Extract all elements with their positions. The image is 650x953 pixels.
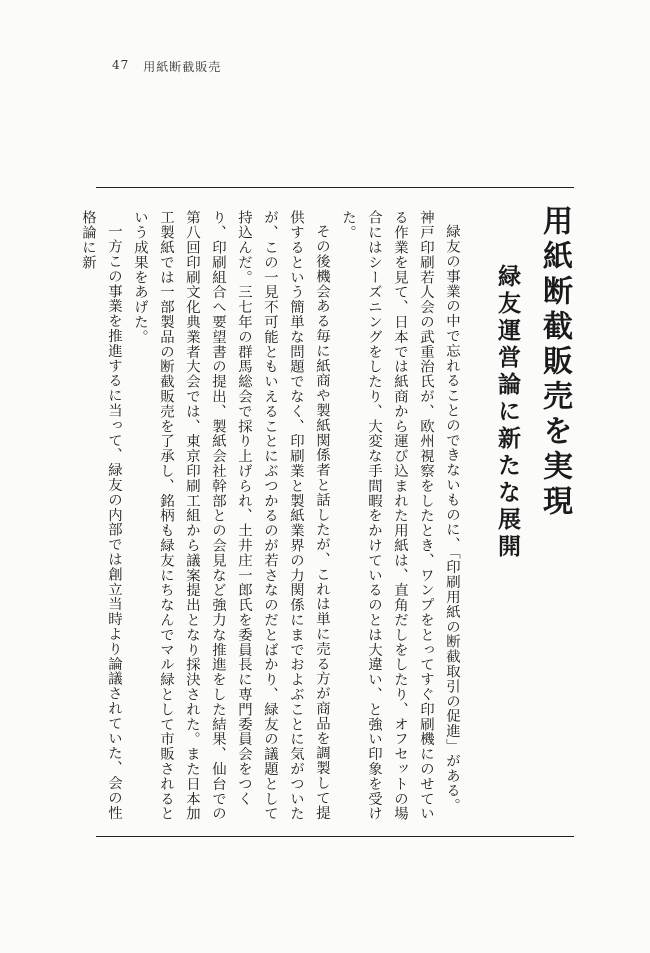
paragraph-1: 緑友の事業の中で忘れることのできないものに、「印刷用紙の断截取引の促進」がある。神戸印刷若人会の武重治氏が、欧州視察をしたとき、ワンプをとってすぐ印刷機にのせている作業を見て、日本では紙商から運び込まれた用紙は、直角だしをしたり、オフセットの場合にはシーズニングをしたり、大変な手間暇をかけているのとは大違い、と強い印象を受けた。 [340, 210, 460, 821]
article-title: 用紙断截販売を実現 [537, 205, 572, 520]
running-head [112, 58, 221, 75]
paragraph-3: 一方この事業を推進するに当って、緑友の内部では創立当時より論議されていた、会の性格論に新 [80, 210, 122, 821]
running-title: 用紙断截販売 [143, 60, 222, 74]
article-body [80, 210, 465, 825]
top-rule [96, 187, 574, 188]
bottom-rule [96, 836, 574, 837]
article-subtitle: 緑友運営論に新たな展開 [494, 264, 521, 561]
page-number: 47 [112, 58, 130, 72]
paragraph-2: その後機会ある毎に紙商や製紙関係者と話したが、これは単に売る方が商品を調製して提供するという簡単な問題でなく、印刷業と製紙業界の力関係にまでおよぶことに気がついたが、この一見不可能ともいえることにぶつかるのが若さなのだとばかり、緑友の議題として持込んだ。三七年の群馬総会で採り上げられ、土井庄一郎氏を委員長に専門委員会をつくり、印刷組合へ要望書の提出、製紙会社幹部との会見など強力な推進をした結果、仙台での第八回印刷文化典業者大会では、東京印刷工組から議案提出となり採決された。また日本加工製紙では一部製品の断截販売を了承し、銘柄も緑友にちなんでマル緑として市販されるという成果をあげた。 [132, 210, 330, 821]
